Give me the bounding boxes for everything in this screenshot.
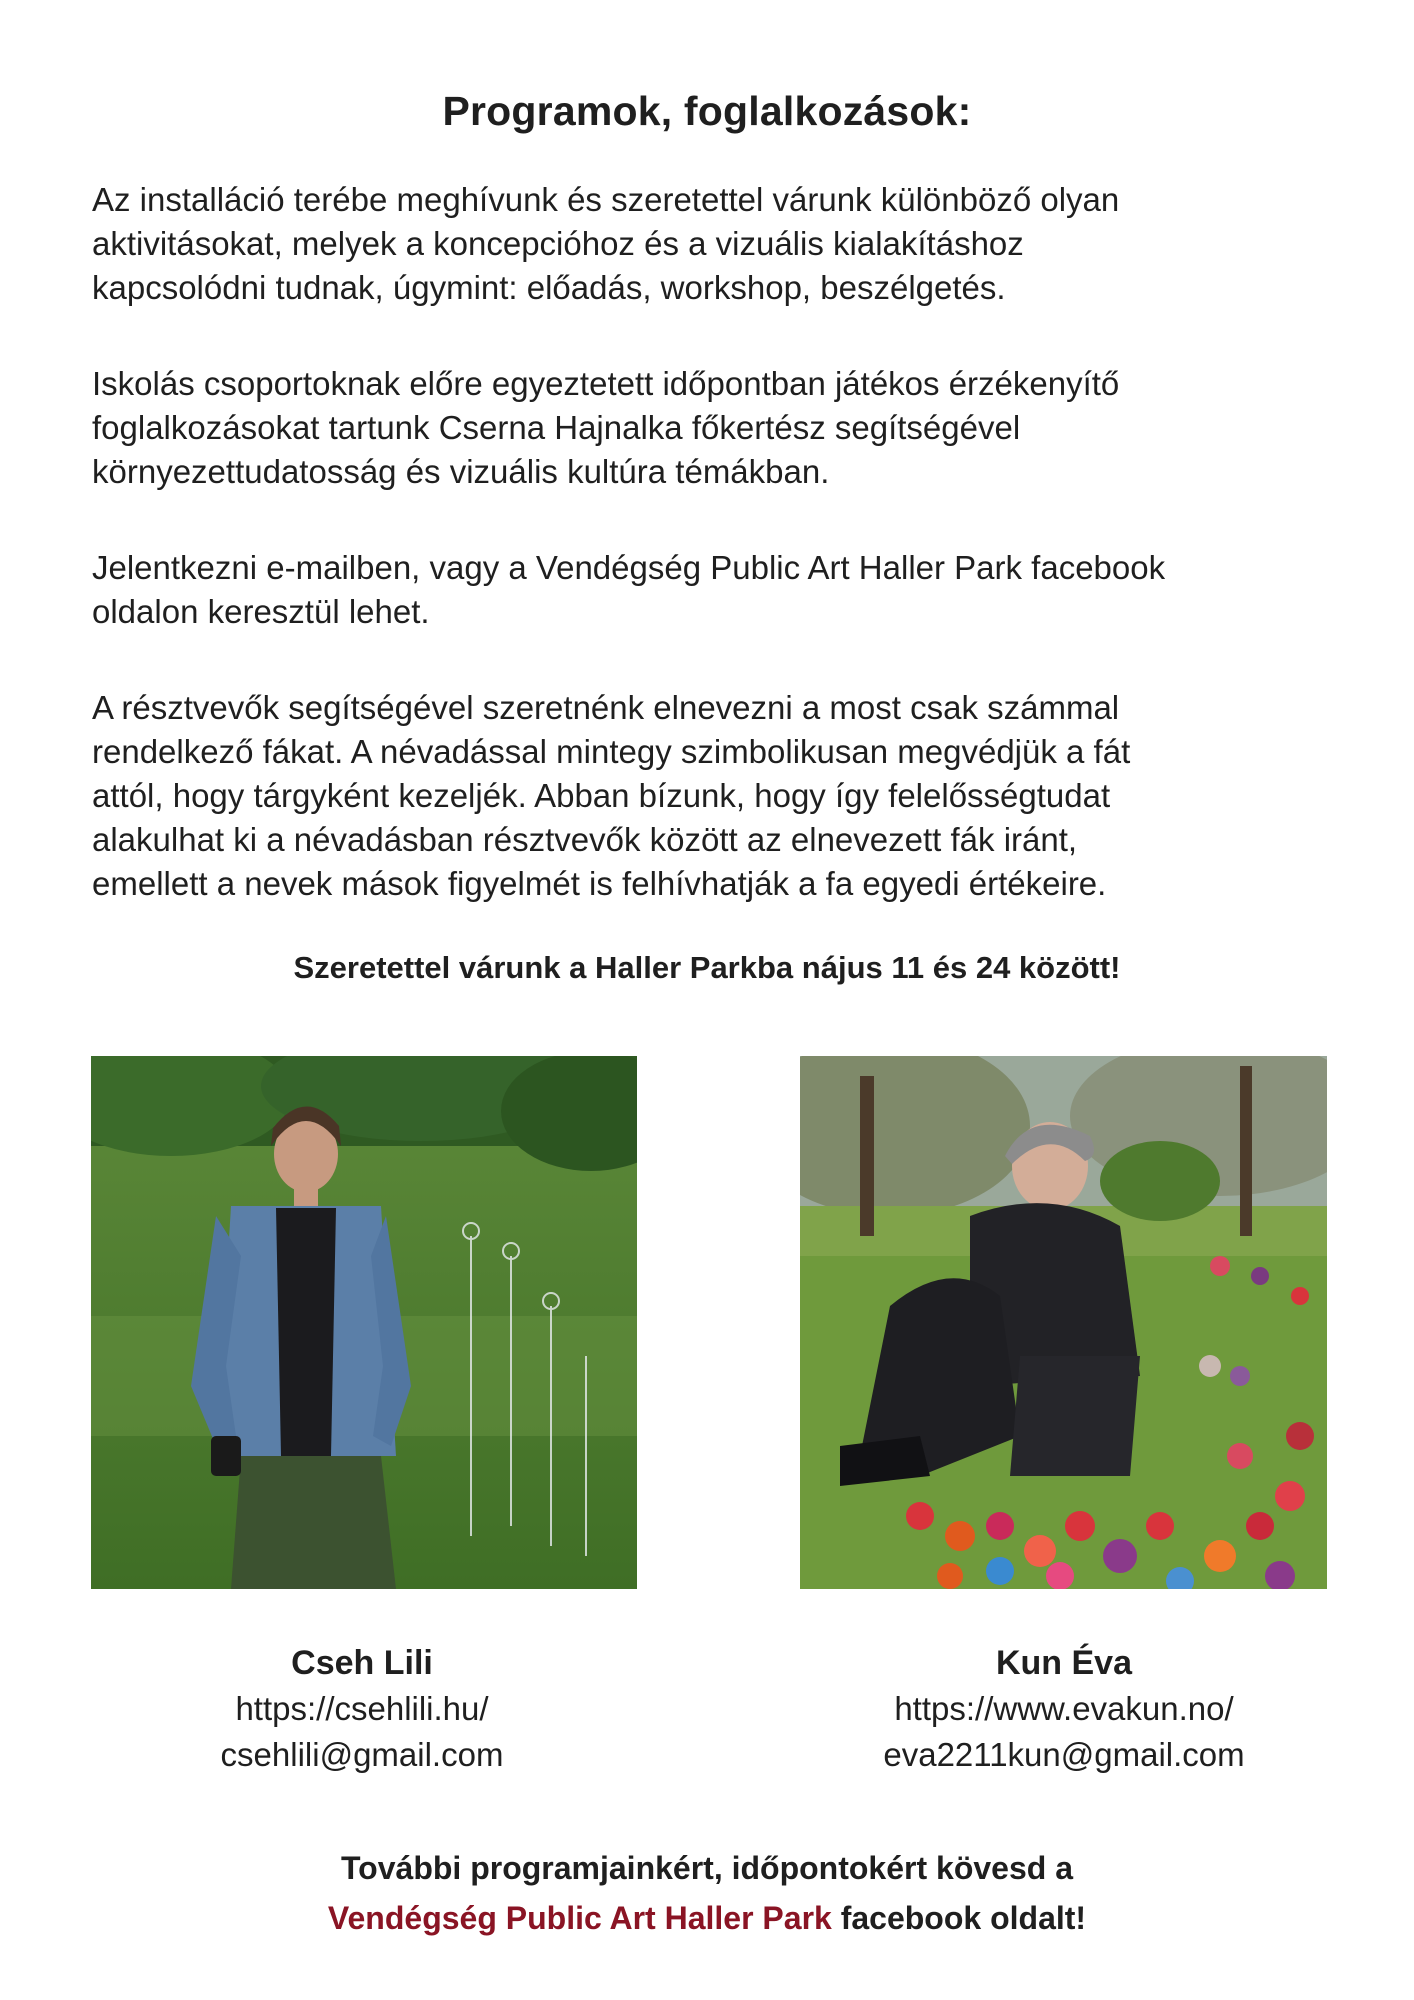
- person-email-link[interactable]: csehlili@gmail.com: [220, 1736, 504, 1773]
- paragraph-signup: Jelentkezni e-mailben, vagy a Vendégség Public Art Haller Park facebook oldalon keresztül lehet.: [92, 549, 1166, 630]
- footer-note: [0, 1843, 1414, 1943]
- photo-kun-eva: [800, 1056, 1327, 1589]
- person-name: Cseh Lili: [291, 1644, 433, 1682]
- footer-line-2: [0, 1893, 1414, 1943]
- person-email-link[interactable]: eva2211kun@gmail.com: [883, 1736, 1245, 1773]
- person-name: Kun Éva: [995, 1644, 1133, 1682]
- facebook-page-name[interactable]: Vendégség Public Art Haller Park: [327, 1900, 832, 1936]
- paragraph-tree-naming: A résztvevők segítségével szeretnénk elnevezni a most csak számmal rendelkező fákat. A névadással mintegy szimbolikusan megvédjük a fát attól, hogy tárgyként kezeljék. Abban bízunk, hogy így felelősségtudat alakulhat ki a névadásban résztvevők között az elnevezett fák iránt, emellett a nevek mások figyelmét is felhívhatják a fa egyedi értékeire.: [92, 689, 1131, 902]
- person-website-link[interactable]: https://www.evakun.no/: [894, 1690, 1234, 1727]
- footer-line-1: További programjainkért, időpontokért kövesd a: [341, 1850, 1073, 1886]
- page-title: Programok, foglalkozások:: [442, 88, 972, 134]
- paragraph-programs: Az installáció terébe meghívunk és szeretettel várunk különböző olyan aktivitásokat, melyek a koncepcióhoz és a vizuális kialakításhoz kapcsolódni tudnak, úgymint: előadás, workshop, beszélgetés.: [92, 181, 1120, 306]
- paragraph-schools: Iskolás csoportoknak előre egyeztetett időpontban játékos érzékenyítő foglalkozásokat tartunk Cserna Hajnalka főkertész segítségével környezettudatosság és vizuális kultúra témákban.: [92, 365, 1120, 490]
- person-website-link[interactable]: https://csehlili.hu/: [235, 1690, 489, 1727]
- invitation-line: Szeretettel várunk a Haller Parkba nájus 11 és 24 között!: [293, 950, 1121, 985]
- contact-cseh-lili: [160, 1640, 564, 1778]
- footer-line-2-rest: facebook oldalt!: [831, 1900, 1087, 1936]
- contact-kun-eva: [822, 1640, 1306, 1778]
- photo-cseh-lili: [91, 1056, 637, 1589]
